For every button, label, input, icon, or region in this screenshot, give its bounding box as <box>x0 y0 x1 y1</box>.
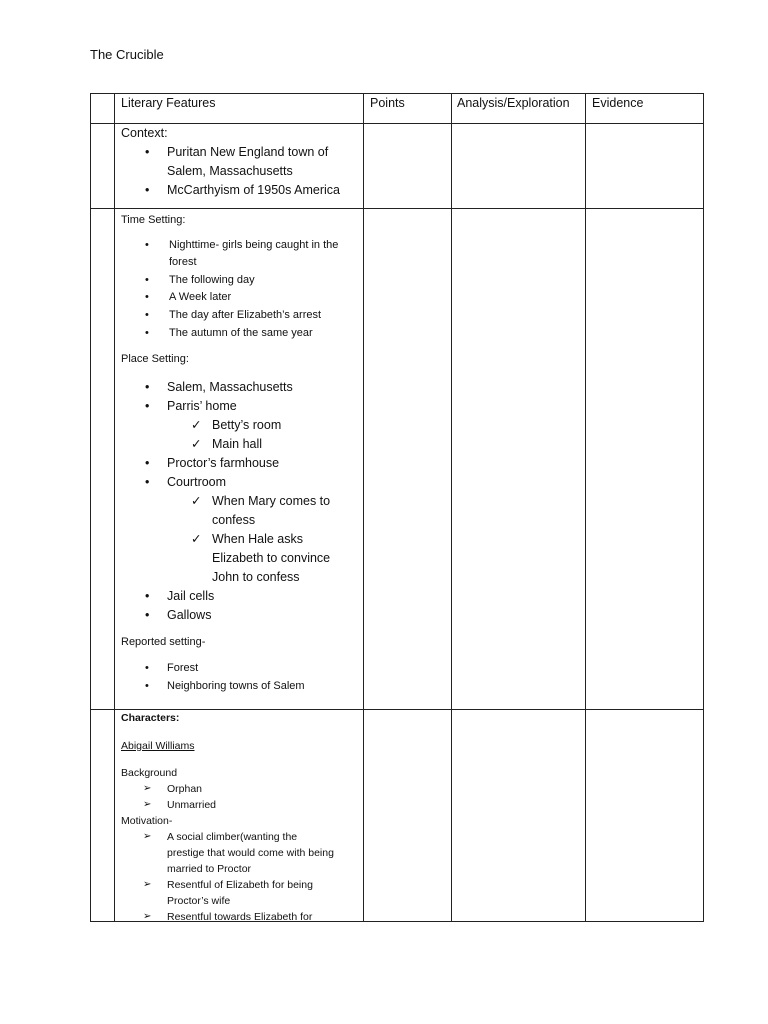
list-item: ➢ Unmarried <box>143 799 217 811</box>
arrow-icon: ➢ <box>143 783 152 794</box>
sub-list-item: ✓ When Hale asks Elizabeth to convince John to confess <box>191 531 331 584</box>
sub-list-item: ✓ Main hall <box>121 435 363 454</box>
list-item: • Puritan New England town of Salem, Massachusetts <box>145 145 329 178</box>
check-icon: ✓ <box>191 417 202 432</box>
time-setting-list <box>121 237 363 343</box>
place-setting-list <box>121 378 363 625</box>
context-list <box>121 143 363 200</box>
table-row-context <box>91 124 704 209</box>
list-item: • A Week later <box>145 291 232 304</box>
arrow-icon: ➢ <box>143 799 152 810</box>
table-row-characters <box>91 710 704 922</box>
characters-cell <box>115 710 364 922</box>
check-icon: ✓ <box>191 436 202 451</box>
header-evidence: Evidence <box>586 94 704 124</box>
list-item: • Jail cells <box>145 588 215 603</box>
reported-setting-list <box>121 660 363 695</box>
characters-label: Characters: <box>121 712 180 724</box>
list-item: • The autumn of the same year <box>145 326 313 339</box>
header-points: Points <box>364 94 452 124</box>
check-icon: ✓ <box>191 493 202 508</box>
character-name: Abigail Williams <box>121 740 195 752</box>
sub-list-item: ✓ Betty’s room <box>121 416 363 435</box>
list-item: • Parris’ home <box>145 398 237 413</box>
list-item: • McCarthyism of 1950s America <box>145 183 340 197</box>
list-item: • Courtroom <box>145 474 227 489</box>
background-list <box>121 781 363 813</box>
document-title: The Crucible <box>90 47 164 62</box>
list-item: • Forest <box>145 662 199 675</box>
arrow-icon: ➢ <box>143 879 152 890</box>
list-item: • Salem, Massachusetts <box>145 379 293 394</box>
arrow-icon: ➢ <box>143 911 152 921</box>
row-number-header <box>91 94 115 124</box>
sub-list-item: ✓ When Mary comes to confess <box>191 493 331 527</box>
reported-setting-label: Reported setting- <box>121 635 206 648</box>
check-icon: ✓ <box>191 531 202 546</box>
time-setting-label: Time Setting: <box>121 214 186 226</box>
list-item: • Gallows <box>145 607 212 622</box>
table-row-setting <box>91 209 704 710</box>
table-header-row <box>91 94 704 124</box>
list-item: ➢ Orphan <box>143 783 203 795</box>
list-item: ➢ Resentful of Elizabeth for being Proctor’s wife <box>143 879 313 907</box>
list-item: ➢ A social climber(wanting the prestige that would come with being married to Proctor <box>143 831 334 875</box>
arrow-icon: ➢ <box>143 831 152 842</box>
list-item: • Proctor’s farmhouse <box>145 455 280 470</box>
place-setting-label: Place Setting: <box>121 353 189 366</box>
literary-features-table <box>90 93 704 922</box>
header-literary-features: Literary Features <box>115 94 364 124</box>
context-cell <box>115 124 364 209</box>
list-item: • The day after Elizabeth’s arrest <box>145 308 322 321</box>
list-item: ➢ Resentful towards Elizabeth for <box>121 909 337 921</box>
background-label: Background <box>121 767 178 779</box>
header-analysis: Analysis/Exploration <box>452 94 586 124</box>
list-item: • Neighboring towns of Salem <box>145 679 305 692</box>
context-label: Context: <box>121 126 168 140</box>
motivation-label: Motivation- <box>121 815 173 827</box>
list-item: • Nighttime- girls being caught in the forest <box>145 238 339 269</box>
setting-cell <box>115 209 364 710</box>
list-item: • The following day <box>145 273 255 286</box>
motivation-list <box>121 829 363 921</box>
